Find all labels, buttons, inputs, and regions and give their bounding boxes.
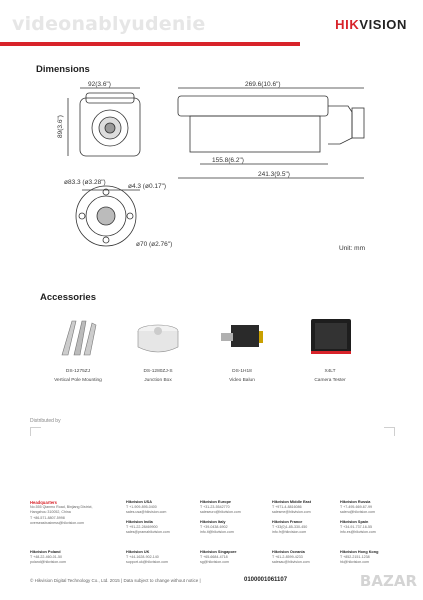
mount-base-view [76,186,140,246]
office-line: salesau@hikvision.com [272,560,310,565]
accessory-item [118,315,198,383]
office-line: Hangzhou 310052, China [30,510,71,515]
video-balun-icon [202,315,282,363]
office-name: Hikvision USA [126,500,152,504]
header-red-bar [0,42,300,46]
accessory-item [202,315,282,383]
office-name: Hikvision Russia [340,500,371,504]
watermark-text: videonablyudenie [12,13,206,35]
office-name: Hikvision France [272,520,303,524]
office-line: sg@hikvision.com [200,560,230,565]
accessory-item [290,315,370,383]
office-line: info.es@hikvision.com [340,530,376,535]
office-name: Hikvision Europe [200,500,232,504]
corner-bracket [384,427,395,436]
office-name: Hikvision Middle East [272,500,312,504]
office-line: T +34-91-737-16-55 [340,525,372,530]
office-line: T +39-0438-6902 [200,525,228,530]
office-line: support.uk@hikvision.com [126,560,168,565]
copyright-text: © Hikvision Digital Technology Co., Ltd. 2015 | Data subject to change without notice | [30,578,201,583]
unit-label: Unit: mm [339,245,365,252]
office-line: No.555 Qianmo Road, Binjiang District, [30,505,93,510]
office-block [200,500,268,516]
office-line: info.it@hikvision.com [200,530,234,535]
office-line: saleseuro@hikvision.com [200,510,241,515]
dim-label-width: 92(3.6") [88,81,111,88]
hikvision-logo [335,17,407,32]
dim-label-hole-dia: ø4.3 (ø0.17") [128,183,167,190]
office-line: sales.usa@hikvision.com [126,510,167,515]
office-line: hk@hikvision.com [340,560,370,565]
accessory-code: DS-1280ZJ-S [143,369,173,374]
dimensions-title: Dimensions [36,64,90,75]
camera-side-view [178,88,364,178]
office-line: sales@pramahikvision.com [126,530,170,535]
office-name: Hikvision UK [126,550,150,554]
accessory-code: DS-1275ZJ [65,369,91,374]
office-line: T +33(0)1-85-330-450 [272,525,308,530]
office-line: T +86-571-8807-5998 [30,515,65,520]
corner-watermark: BAZAR [359,572,417,590]
logo-red-part: HIK [335,17,360,32]
office-name: Hikvision Spain [340,520,369,524]
office-name: Hikvision Singapore [200,550,237,554]
office-line: T +44-1628-902-140 [126,555,159,560]
office-block [200,520,268,536]
office-line: poland@hikvision.com [30,560,67,565]
office-block [126,520,194,536]
office-line: saleru@hikvision.com [340,510,376,515]
office-line: T +852-2151-1238 [340,555,370,560]
office-line: T +65-6684-4718 [200,555,228,560]
office-line: T +1-909-895-0400 [126,505,157,510]
accessory-name: Video Balun [229,378,255,383]
accessory-name: Vertical Pole Mounting [54,378,102,383]
office-line: overseasbusiness@hikvision.com [30,520,84,525]
dim-label-height: 89(3.6") [57,115,64,138]
office-name: Hikvision Poland [30,550,61,554]
dim-label-mount-dia: ø83.3 (ø3.28") [64,179,106,186]
dimension-drawing [0,78,423,263]
office-name: Hikvision Hong Kong [340,550,379,554]
accessory-item [38,315,118,383]
accessory-code: X4LT [324,369,336,374]
office-block [272,520,340,536]
office-block [30,500,98,526]
logo-dark-part: VISION [359,17,407,32]
office-line: info.fr@hikvision.com [272,530,307,535]
office-line: T +971-4-8816086 [272,505,302,510]
office-line: T +31-23-5542770 [200,505,230,510]
dim-label-mount: 241.3(9.5") [258,171,290,178]
office-line: T +61-2-8599-4233 [272,555,303,560]
dim-label-base-dia: ø70 (ø2.76") [136,241,173,248]
office-line: T +48-22-460-01-50 [30,555,62,560]
office-block [340,550,408,566]
accessories-title: Accessories [40,292,96,303]
corner-bracket [30,427,41,436]
office-block [272,500,340,516]
office-line: T +91-22-28469900 [126,525,158,530]
document-number: 0100001061107 [244,577,288,583]
office-line: T +7-495-669-67-99 [340,505,372,510]
junction-box-icon [118,315,198,363]
dim-label-length: 269.6(10.6") [245,81,281,88]
camera-front-view [68,88,140,156]
office-block [200,550,268,566]
pole-mount-icon [38,315,118,363]
office-name: Hikvision Italy [200,520,226,524]
accessory-code: DS-1H18 [232,369,252,374]
accessory-name: Camera Tester [314,378,346,383]
dim-label-body: 155.8(6.2") [212,157,244,164]
accessory-name: Junction Box [144,378,172,383]
office-block [126,500,194,516]
office-block [340,520,408,536]
distributed-by-label: Distributed by [30,418,61,424]
office-block [340,500,408,516]
camera-tester-icon [290,315,370,363]
office-name: Hikvision Oceania [272,550,305,554]
office-name: Headquarters [30,500,57,505]
office-block [30,550,98,566]
office-name: Hikvision India [126,520,153,524]
office-block [126,550,194,566]
office-block [272,550,340,566]
office-line: salesme@hikvision.com [272,510,311,515]
